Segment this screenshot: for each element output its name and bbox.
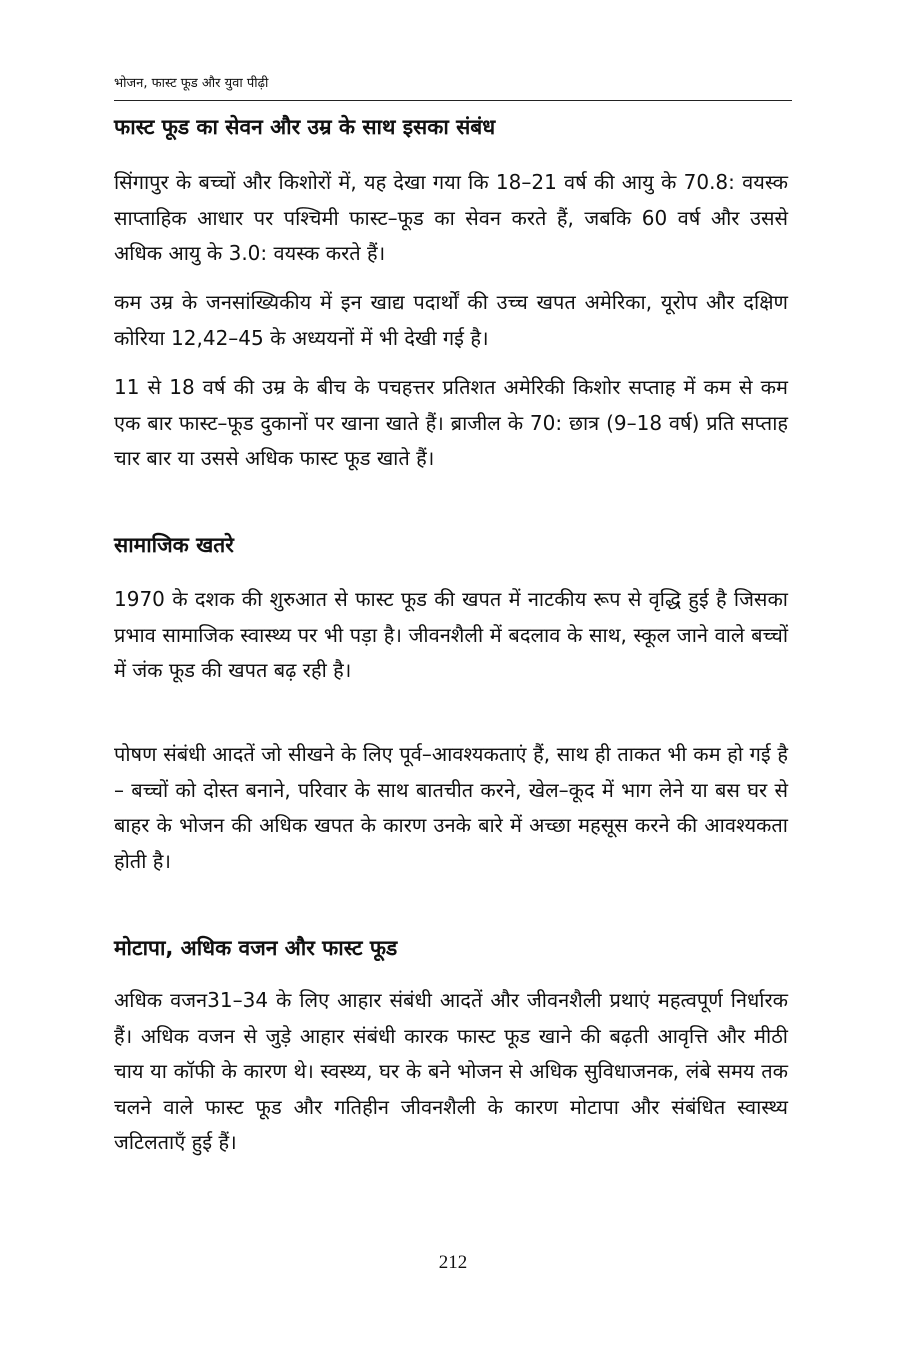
- paragraph: पोषण संबंधी आदतें जो सीखने के लिए पूर्व–आवश्यकताएं हैं, साथ ही ताकत भी कम हो गई है – बच्चों को दोस्त बनाने, परिवार के साथ बातचीत करने, खेल–कूद में भाग लेने या बस घर से बाहर के भोजन की अधिक खपत के कारण उनके बारे में अच्छा महसूस करने की आवश्यकता होती है।: [114, 742, 788, 873]
- book-page: [114, 0, 792, 1350]
- section-heading-obesity: मोटापा, अधिक वजन और फास्ट फूड: [114, 936, 398, 960]
- page-number: 212: [438, 1252, 468, 1273]
- header-divider: [114, 100, 792, 101]
- paragraph: सिंगापुर के बच्चों और किशोरों में, यह देखा गया कि 18–21 वर्ष की आयु के 70.8: वयस्क साप्ताहिक आधार पर पश्चिमी फास्ट–फूड का सेवन करते हैं, जबकि 60 वर्ष और उससे अधिक आयु के 3.0: वयस्क करते हैं।: [114, 170, 788, 265]
- paragraph: कम उम्र के जनसांख्यिकीय में इन खाद्य पदार्थों की उच्च खपत अमेरिका, यूरोप और दक्षिण कोरिया 12,42–45 के अध्ययनों में भी देखी गई है।: [114, 290, 788, 350]
- paragraph: 1970 के दशक की शुरुआत से फास्ट फूड की खपत में नाटकीय रूप से वृद्धि हुई है जिसका प्रभाव सामाजिक स्वास्थ्य पर भी पड़ा है। जीवनशैली में बदलाव के साथ, स्कूल जाने वाले बच्चों में जंक फूड की खपत बढ़ रही है।: [114, 587, 788, 682]
- section-heading-fast-food-age: फास्ट फूड का सेवन और उम्र के साथ इसका संबंध: [114, 115, 496, 139]
- running-header: भोजन, फास्ट फूड और युवा पीढ़ी: [114, 76, 269, 91]
- paragraph: अधिक वजन31–34 के लिए आहार संबंधी आदतें और जीवनशैली प्रथाएं महत्वपूर्ण निर्धारक हैं। अधिक वजन से जुड़े आहार संबंधी कारक फास्ट फूड खाने की बढ़ती आवृत्ति और मीठी चाय या कॉफी के कारण थे। स्वस्थ्य, घर के बने भोजन से अधिक सुविधाजनक, लंबे समय तक चलने वाले फास्ट फूड और गतिहीन जीवनशैली के कारण मोटापा और संबंधित स्वास्थ्य जटिलताएँ हुई हैं।: [114, 988, 788, 1154]
- paragraph: 11 से 18 वर्ष की उम्र के बीच के पचहत्तर प्रतिशत अमेरिकी किशोर सप्ताह में कम से कम एक बार फास्ट–फूड दुकानों पर खाना खाते हैं। ब्राजील के 70: छात्र (9–18 वर्ष) प्रति सप्ताह चार बार या उससे अधिक फास्ट फूड खाते हैं।: [114, 375, 788, 470]
- section-heading-social-risks: सामाजिक खतरे: [114, 533, 234, 557]
